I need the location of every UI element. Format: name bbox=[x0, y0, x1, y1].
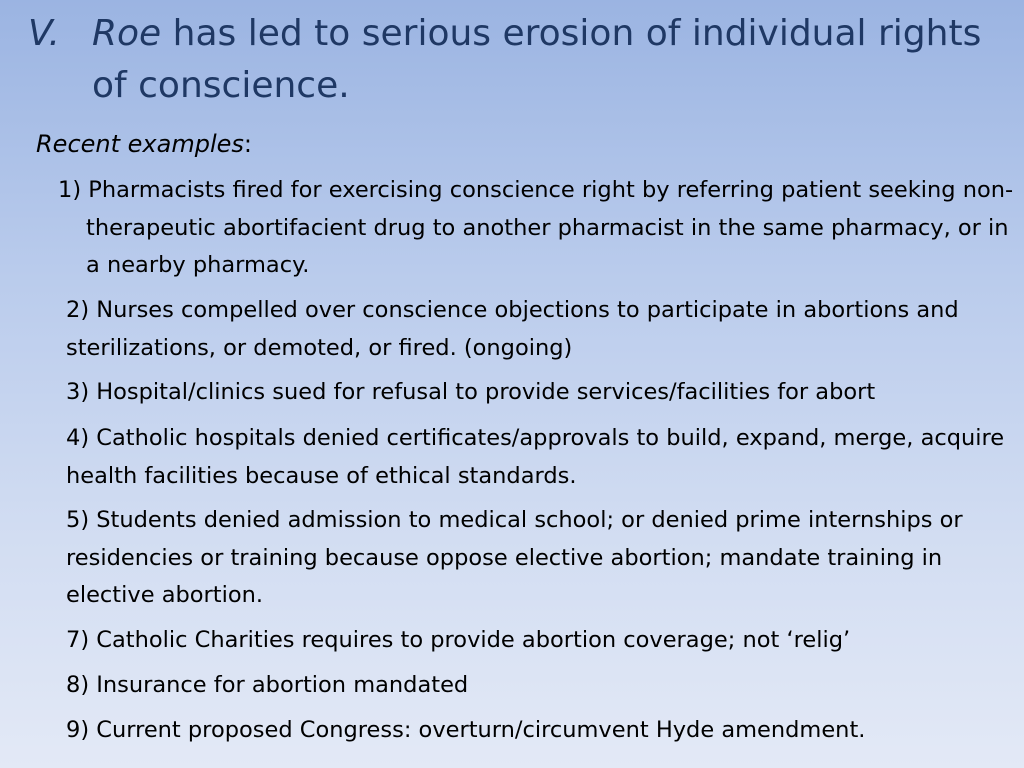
title-italic-word: Roe bbox=[92, 13, 162, 54]
list-item: 9) Current proposed Congress: overturn/circumvent Hyde amendment. bbox=[66, 717, 866, 743]
list-item: 5) Students denied admission to medical school; or denied prime internships or residencies or training because oppose elective abortion; mandate training in elective abortion. bbox=[66, 507, 963, 608]
list-item: 3) Hospital/clinics sued for refusal to provide services/facilities for abort bbox=[66, 379, 876, 405]
slide-title bbox=[28, 8, 1008, 112]
list-item: 7) Catholic Charities requires to provide abortion coverage; not ‘relig’ bbox=[66, 627, 851, 653]
subheading-suffix: : bbox=[243, 130, 252, 158]
list-item: 4) Catholic hospitals denied certificates/approvals to build, expand, merge, acquire health facilities because of ethical standards. bbox=[66, 425, 1005, 489]
title-body bbox=[92, 8, 1008, 112]
subheading-italic: Recent examples bbox=[36, 130, 244, 158]
list-item: 8) Insurance for abortion mandated bbox=[66, 672, 469, 698]
title-text: has led to serious erosion of individual rights of conscience. bbox=[92, 13, 982, 106]
title-number: V. bbox=[28, 13, 60, 54]
list-item: 2) Nurses compelled over conscience objections to participate in abortions and sterilizations, or demoted, or fired. (ongoing) bbox=[66, 297, 959, 361]
list-item: 1) Pharmacists fired for exercising conscience right by referring patient seeking non-therapeutic abortifacient drug to another pharmacist in the same pharmacy, or in a nearby pharmacy. bbox=[58, 177, 1014, 278]
subheading bbox=[36, 126, 252, 162]
